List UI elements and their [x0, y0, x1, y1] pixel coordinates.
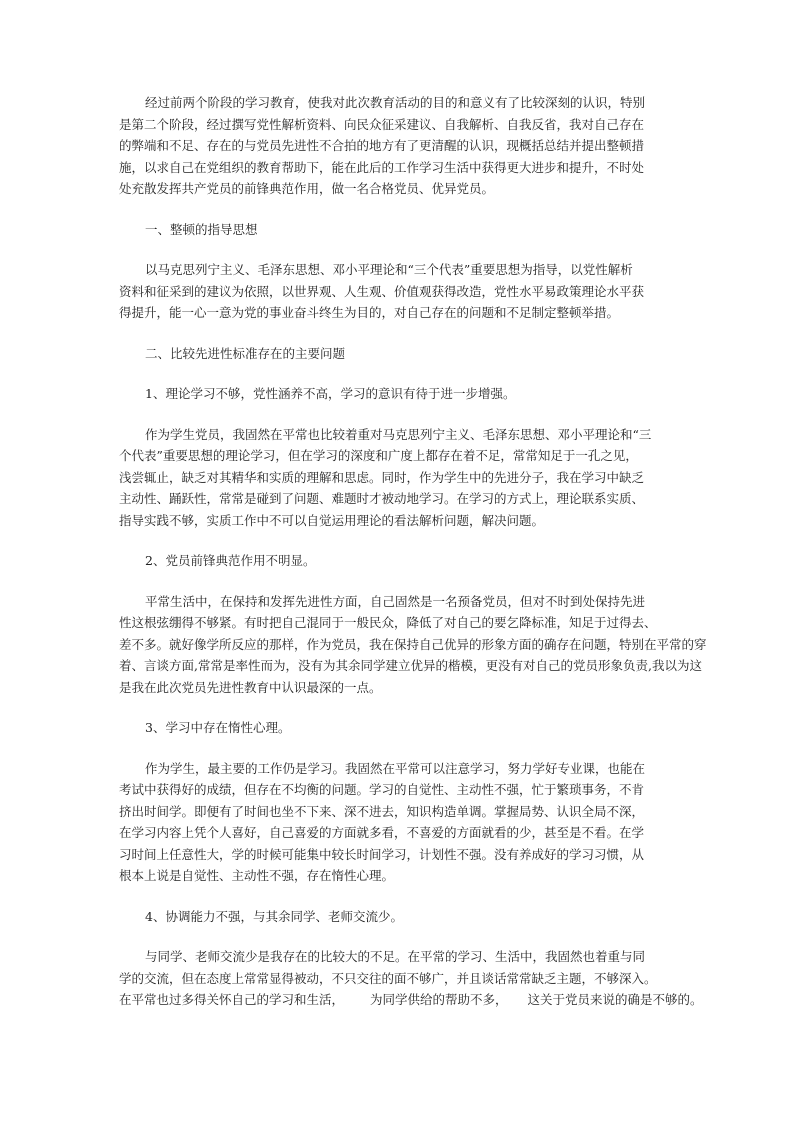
text-line: 作为学生，最主要的工作仍是学习。我固然在平常可以注意学习，努力学好专业课，也能在: [145, 760, 646, 776]
text-line: 根本上说是自觉性、主动性不强，存在惰性心理。: [119, 868, 395, 883]
text-line: 性这根弦绷得不够紧。有时把自己混同于一般民众，降低了对自己的要乞降标准，知足于过得去、: [119, 615, 657, 630]
text-line: 与同学、老师交流少是我存在的比较大的不足。在平常的学习、生活中，我固然也着重与同: [145, 949, 646, 964]
item3-paragraph: [119, 758, 646, 887]
text-line: [119, 989, 703, 1011]
text-line: 是第二个阶段，经过撰写党性解析资料、向民众征采建议、自我解析、自我反省，我对自己存在: [119, 116, 645, 132]
text-line: 差不多。就好像学所反应的那样，作为党员，我在保持自己优异的形象方面的确存在问题，特别在平常的穿: [119, 636, 707, 652]
text-line: 的弊端和不足、存在的与党员先进性不合拍的地方有了更清醒的认识，现概括总结并提出整顿措: [119, 138, 645, 153]
text-line: 平常生活中，在保持和发挥先进性方面，自己固然是一名预备党员，但对不时到处保持先进: [145, 593, 646, 609]
text-fragment: 为同学供给的帮助不多，: [370, 992, 508, 1007]
subsection-heading: 2、党员前锋典范作用不明显。: [145, 553, 316, 568]
section-heading: 一、整顿的指导思想: [145, 221, 258, 237]
text-line: 挤出时间学。即便有了时间也坐不下来、深不进去，知识构造单调。掌握局势、认识全局不深，: [119, 803, 645, 819]
item1-paragraph: [119, 424, 652, 532]
text-line: 学的交流，但在态度上常常显得被动，不只交往的面不够广，并且谈话常常缺乏主题，不够深入。: [119, 970, 657, 986]
text-line: 是我在此次党员先进性教育中认识最深的一点。: [119, 679, 382, 695]
text-line: 以马克思列宁主义、毛泽东思想、邓小平理论和“三个代表”重要思想为指导，以党性解析: [145, 262, 633, 277]
text-line: 经过前两个阶段的学习教育，使我对此次教育活动的目的和意义有了比较深刻的认识，特别: [145, 95, 646, 110]
item4-paragraph: [119, 946, 703, 1011]
text-line: 处充散发挥共产党员的前锋典范作用，做一名合格党员、优异党员。: [119, 181, 495, 196]
item2-paragraph: [119, 591, 707, 699]
text-line: 着、言谈方面,常常是率性而为，没有为其余同学建立优异的楷模，更没有对自己的党员形象负责,我以为这: [119, 658, 702, 673]
guiding-thought-paragraph: [119, 259, 645, 324]
text-fragment: 这关于党员来说的确是不够的。: [527, 992, 703, 1007]
text-line: 在学习内容上凭个人喜好，自己喜爱的方面就多看，不喜爱的方面就看的少，甚至是不看。在学: [119, 825, 645, 840]
text-line: 作为学生党员，我固然在平常也比较着重对马克思列宁主义、毛泽东思想、邓小平理论和“三: [145, 426, 652, 442]
text-line: 资料和征采到的建议为依照，以世界观、人生观、价值观获得改造，党性水平易政策理论水平获: [119, 283, 645, 299]
text-line: 施，以求自己在党组织的教育帮助下，能在此后的工作学习生活中获得更大进步和提升，不时处: [119, 159, 645, 175]
text-line: 主动性、踊跃性，常常是碰到了问题、难题时才被动地学习。在学习的方式上，理论联系实质、: [119, 491, 645, 506]
subsection-heading: 3、学习中存在惰性心理。: [145, 720, 291, 735]
text-line: 得提升，能一心一意为党的事业奋斗终生为目的，对自己存在的问题和不足制定整顿举措。: [119, 305, 620, 320]
text-line: 指导实践不够，实质工作中不可以自觉运用理论的看法解析问题，解决问题。: [119, 512, 545, 528]
section-heading: 二、比较先进性标准存在的主要问题: [145, 345, 346, 361]
text-line: 个代表”重要思想的理论学习，但在学习的深度和广度上都存在着不足，常常知足于一孔之见，: [119, 448, 638, 463]
text-fragment: 在平常也过多得关怀自己的学习和生活，: [119, 992, 345, 1007]
subsection-heading: 4、协调能力不强，与其余同学、老师交流少。: [145, 908, 403, 924]
document-page: [119, 92, 707, 1011]
text-line: 考试中获得好的成绩，但存在不均衡的问题。学习的自觉性、主动性不强，忙于繁琐事务，不肯: [119, 782, 645, 797]
text-line: 浅尝辄止，缺乏对其精华和实质的理解和思虑。同时，作为学生中的先进分子，我在学习中缺乏: [119, 469, 645, 485]
intro-paragraph: [119, 92, 646, 200]
text-line: 习时间上任意性大，学的时候可能集中较长时间学习，计划性不强。没有养成好的学习习惯，从: [119, 846, 645, 862]
subsection-heading: 1、理论学习不够，党性涵养不高，学习的意识有待于进一步增强。: [145, 386, 516, 401]
